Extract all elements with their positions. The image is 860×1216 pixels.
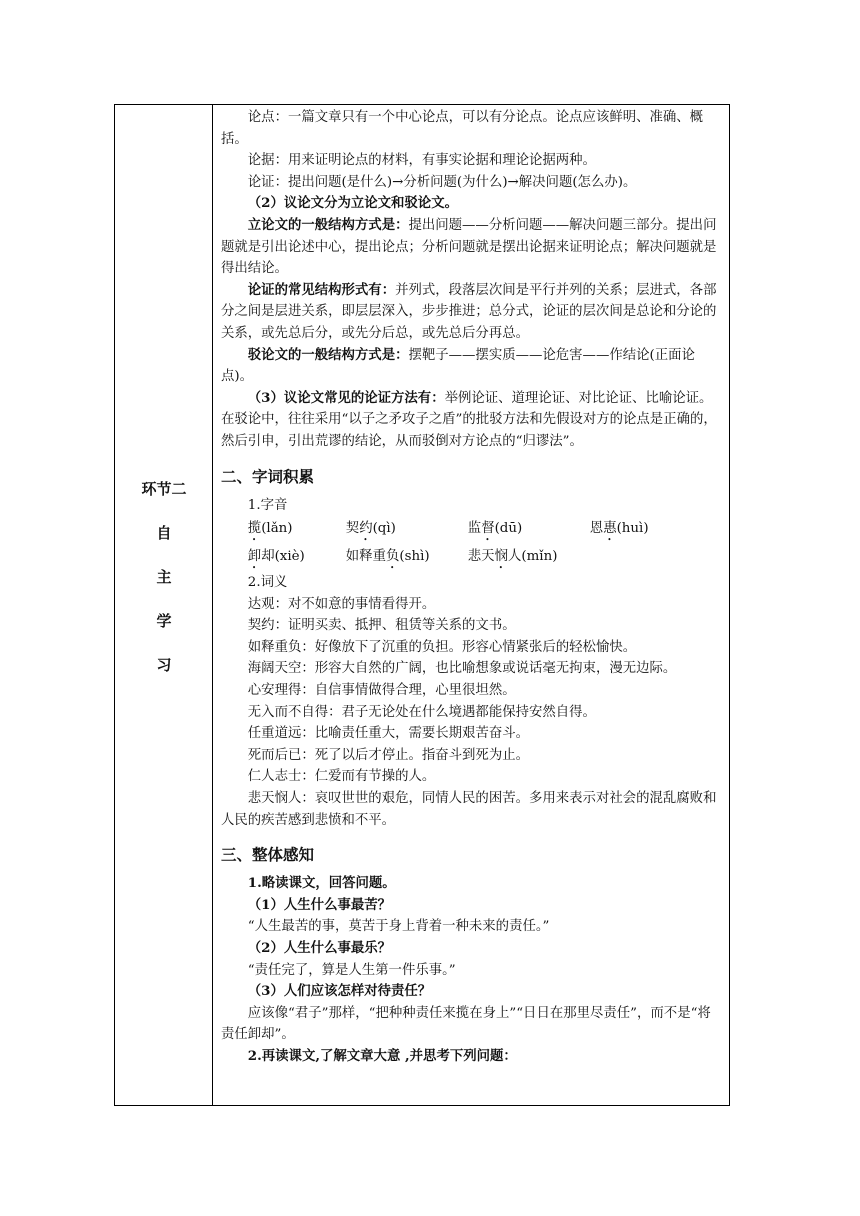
vocab-item: 无入而不自得：君子无论处在什么境遇都能保持安然自得。 <box>247 704 596 720</box>
label-fangfa: （3）议论文常见的论证方法有： <box>247 389 445 406</box>
lesson-table <box>114 104 730 1106</box>
label-jiegou: 论证的常见结构形式有： <box>247 281 396 298</box>
pronunciation-row <box>221 544 723 572</box>
heading-zhengti: 三、整体感知 <box>221 846 315 865</box>
section-column <box>115 105 213 1105</box>
question-title: 2.再读课文,了解文章大意 ,并思考下列问题： <box>247 1047 517 1064</box>
heading-zici: 二、字词积累 <box>221 467 315 486</box>
paragraph-lilun <box>221 215 723 280</box>
pronunciation-row <box>221 516 723 544</box>
label-lilun: 立论文的一般结构方式是： <box>247 216 409 233</box>
label-bolun: 驳论文的一般结构方式是： <box>247 346 409 363</box>
paragraph-lunju: 论据：用来证明论点的材料，有事实论据和理论论据两种。 <box>247 153 596 169</box>
pronunciation-item: 揽(lǎn) <box>247 521 293 537</box>
answer: “责任完了，算是人生第一件乐事。” <box>247 962 456 978</box>
vocab-item: 契约：证明买卖、抵押、租赁等关系的文书。 <box>247 618 516 634</box>
text-lilun: 提出问题——分析问题——解决问题三部分。提出问题就是引出论述中心，提出论点；分析问题就是摆出论据来证明论点；解决问题就是得出结论。 <box>221 217 717 277</box>
text-jiegou: 并列式，段落层次间是平行并列的关系；层进式，各部分之间是层进关系，即层层深入，步步推进；总分式，论证的层次间是总论和分论的关系，或先总后分，或先分后总，或先总后分再总。 <box>221 282 717 341</box>
pronunciation-item: 悲天悯人(mǐn) <box>467 549 558 565</box>
vocab-item: 任重道远：比喻责任重大，需要长期艰苦奋斗。 <box>247 726 529 742</box>
section-label <box>115 467 213 687</box>
answer: “人生最苦的事，莫苦于身上背着一种未来的责任。” <box>247 919 550 935</box>
vocab-item: 心安理得：自信事情做得合理，心里很坦然。 <box>247 683 516 699</box>
paragraph-lundian: 论点：一篇文章只有一个中心论点，可以有分论点。论点应该鲜明、准确、概括。 <box>221 110 704 147</box>
content-column <box>213 105 729 1105</box>
pronunciation-item: 恩惠(huì) <box>589 521 649 537</box>
pronunciation-item: 监督(dū) <box>467 521 523 537</box>
paragraph-fangfa <box>221 388 723 453</box>
section-title: 环节二 <box>141 480 187 498</box>
section-char: 自 <box>156 524 172 542</box>
vocab-item: 悲天悯人：哀叹世世的艰危，同情人民的困苦。多用来表示对社会的混乱腐败和人民的疾苦感到悲愤和不平。 <box>221 791 717 828</box>
paragraph-bolun <box>221 345 723 388</box>
question-title: 1.略读课文，回答问题。 <box>247 875 396 892</box>
subheading-ciyi: 2.词义 <box>247 575 288 591</box>
vocab-item: 如释重负：好像放下了沉重的负担。形容心情紧张后的轻松愉快。 <box>247 639 637 655</box>
pronunciation-item: 卸却(xiè) <box>247 549 305 565</box>
text-bolun: 摆靶子——摆实质——论危害——作结论(正面论点)。 <box>221 347 695 385</box>
vocab-item: 海阔天空：形容大自然的广阔，也比喻想象或说话毫无拘束，漫无边际。 <box>247 661 677 677</box>
subheading-types: （2）议论文分为立论文和驳论文。 <box>247 195 458 212</box>
vocab-item: 死而后已：死了以后才停止。指奋斗到死为止。 <box>247 747 529 763</box>
question: （2）人生什么事最乐？ <box>247 940 392 956</box>
pronunciation-item: 如释重负(shì) <box>345 549 430 565</box>
vocab-item: 达观：对不如意的事情看得开。 <box>247 596 436 612</box>
section-char: 主 <box>156 568 172 586</box>
pronunciation-item: 契约(qì) <box>345 521 396 537</box>
subheading-ziyin: 1.字音 <box>247 497 288 513</box>
answer: 应该像“君子”那样，“把种种责任来揽在身上”“日日在那里尽责任”，而不是“将责任卸却”。 <box>221 1005 711 1043</box>
paragraph-jiegou <box>221 280 723 345</box>
text-fangfa: 举例论证、道理论证、对比论证、比喻论证。在驳论中，往往采用“以子之矛攻子之盾”的批驳方法和先假设对方的论点是正确的，然后引申，引出荒谬的结论，从而驳倒对方论点的“归谬法”。 <box>221 390 717 449</box>
question: （3）人们应该怎样对待责任？ <box>247 983 432 1000</box>
vocab-item: 仁人志士：仁爱而有节操的人。 <box>247 769 436 785</box>
section-char: 习 <box>156 656 172 674</box>
section-char: 学 <box>156 612 172 630</box>
question: （1）人生什么事最苦？ <box>247 896 392 913</box>
paragraph-lunzheng: 论证：提出问题(是什么)→分析问题(为什么)→解决问题(怎么办)。 <box>247 174 637 190</box>
